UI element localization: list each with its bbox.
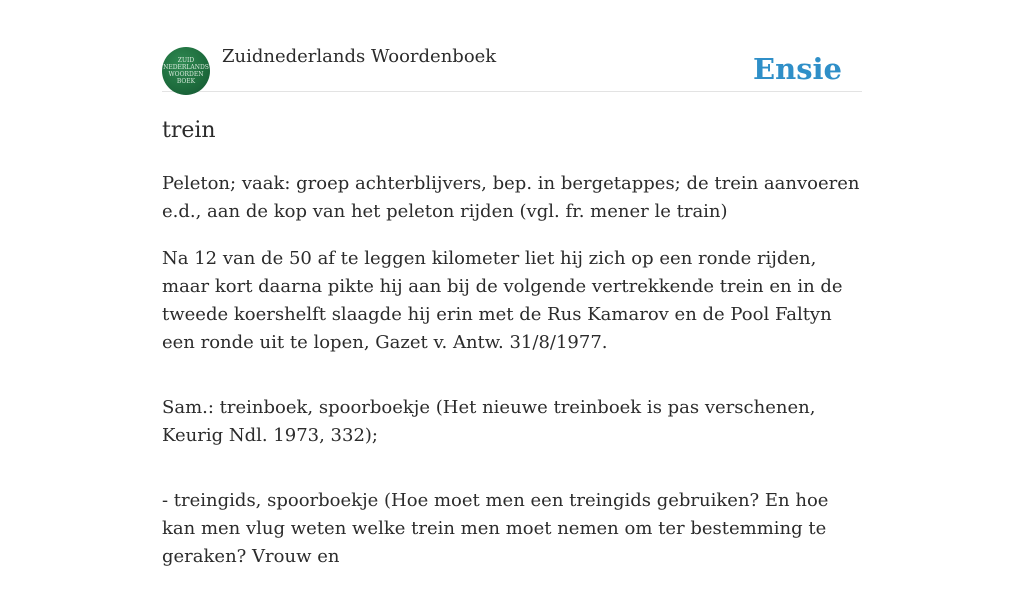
definition-text: Peleton; vaak: groep achterblijvers, bep. in bergetappes; de trein aanvoeren e.d., aan de kop van het peleton rijden (vgl. fr. mener le train) xyxy=(162,173,860,222)
logo-line-3: WOORDEN xyxy=(168,71,204,78)
site-header xyxy=(162,44,862,92)
entry-content xyxy=(162,114,862,590)
compounds-text-1: Sam.: treinboek, spoorboekje (Het nieuwe treinboek is pas verschenen, Keurig Ndl. 1973, 332); xyxy=(162,397,816,446)
compounds-text-2: - treingids, spoorboekje (Hoe moet men een treingids gebruiken? En hoe kan men vlug weten welke trein men moet nemen om ter bestemming te geraken? Vrouw en xyxy=(162,490,829,567)
ensie-brand-link[interactable]: Ensie xyxy=(753,52,842,86)
logo-line-2: NEDERLANDS xyxy=(163,64,209,71)
headword: trein xyxy=(162,118,216,143)
example-quote: Na 12 van de 50 af te leggen kilometer liet hij zich op een ronde rijden, maar kort daarna pikte hij aan bij de volgende vertrekkende trein en in de tweede koershelft slaagde hij erin met de Rus Kamarov en de Pool Faltyn een ronde uit te lopen, Gazet v. Antw. 31/8/1977. xyxy=(162,248,843,353)
logo-line-1: ZUID xyxy=(177,57,195,64)
logo-line-4: BOEK xyxy=(176,78,196,85)
zuidnederlands-woordenboek-logo[interactable] xyxy=(162,47,210,95)
dictionary-title[interactable]: Zuidnederlands Woordenboek xyxy=(222,46,497,67)
